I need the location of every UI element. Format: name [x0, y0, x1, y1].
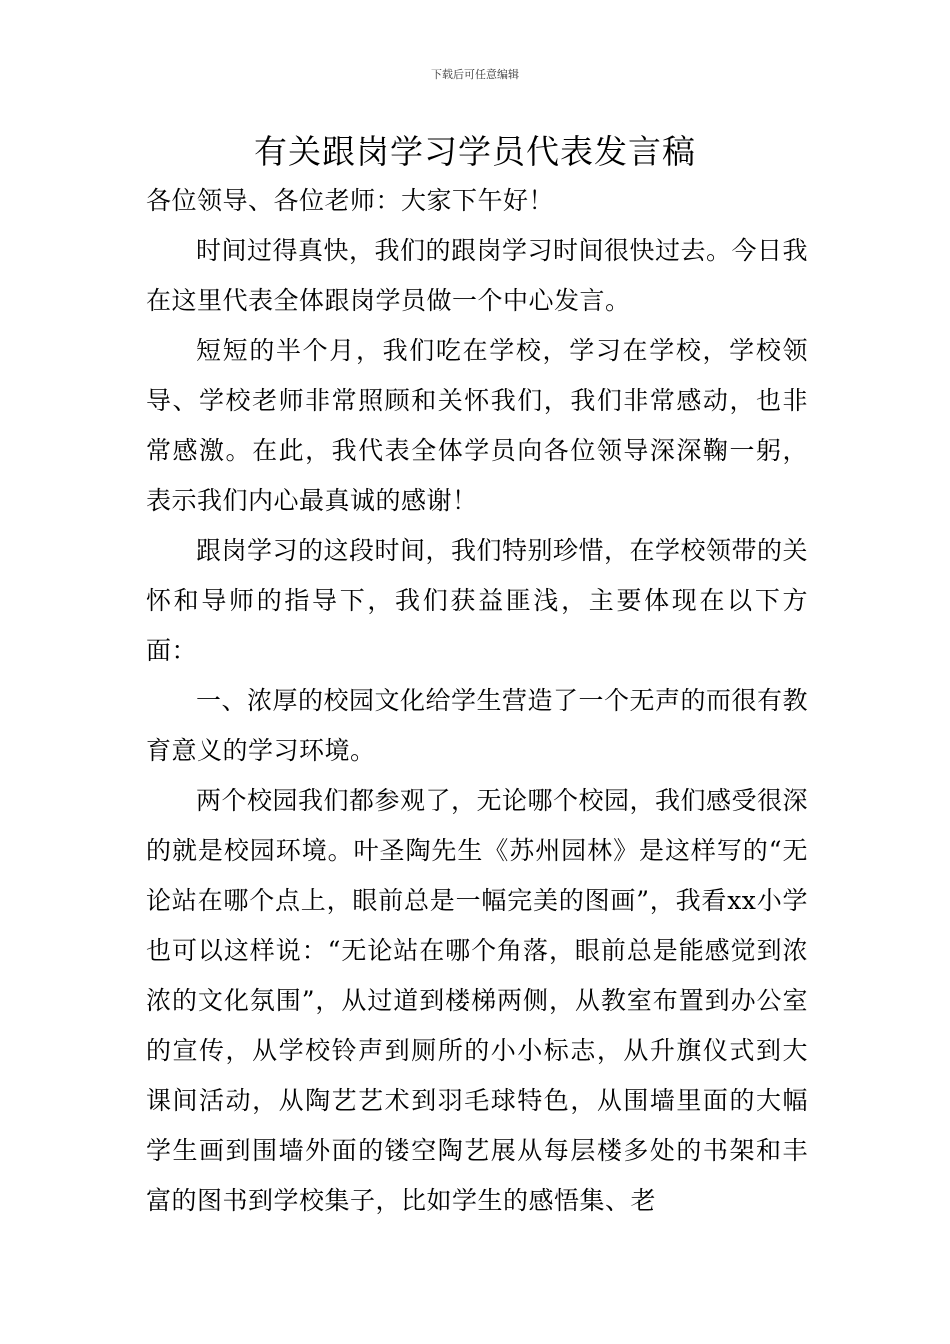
header-note: 下载后可任意编辑	[431, 68, 519, 81]
greeting-paragraph: 各位领导、各位老师：大家下午好！	[146, 186, 555, 215]
body-paragraph: 时间过得真快，我们的跟岗学习时间很快过去。今日我在这里代表全体跟岗学员做一个中心发言。	[146, 236, 809, 315]
section-heading-paragraph: 一、浓厚的校园文化给学生营造了一个无声的而很有教育意义的学习环境。	[146, 686, 809, 765]
document-body	[146, 176, 808, 1226]
body-paragraph: 两个校园我们都参观了，无论哪个校园，我们感受很深的就是校园环境。叶圣陶先生《苏州园林》是这样写的“无论站在哪个点上，眼前总是一幅完美的图画”，我看xx小学也可以这样说：“无论站在哪个角落，眼前总是能感觉到浓浓的文化氛围”，从过道到楼梯两侧，从教室布置到办公室的宣传，从学校铃声到厕所的小小标志，从升旗仪式到大课间活动，从陶艺艺术到羽毛球特色，从围墙里面的大幅学生画到围墙外面的镂空陶艺展从每层楼多处的书架和丰富的图书到学校集子，比如学生的感悟集、老	[146, 786, 809, 1215]
body-paragraph: 短短的半个月，我们吃在学校，学习在学校，学校领导、学校老师非常照顾和关怀我们，我们非常感动，也非常感激。在此，我代表全体学员向各位领导深深鞠一躬，表示我们内心最真诚的感谢！	[146, 336, 808, 515]
document-title: 有关跟岗学习学员代表发言稿	[254, 132, 696, 171]
body-paragraph: 跟岗学习的这段时间，我们特别珍惜，在学校领带的关怀和导师的指导下，我们获益匪浅，主要体现在以下方面：	[146, 536, 809, 665]
